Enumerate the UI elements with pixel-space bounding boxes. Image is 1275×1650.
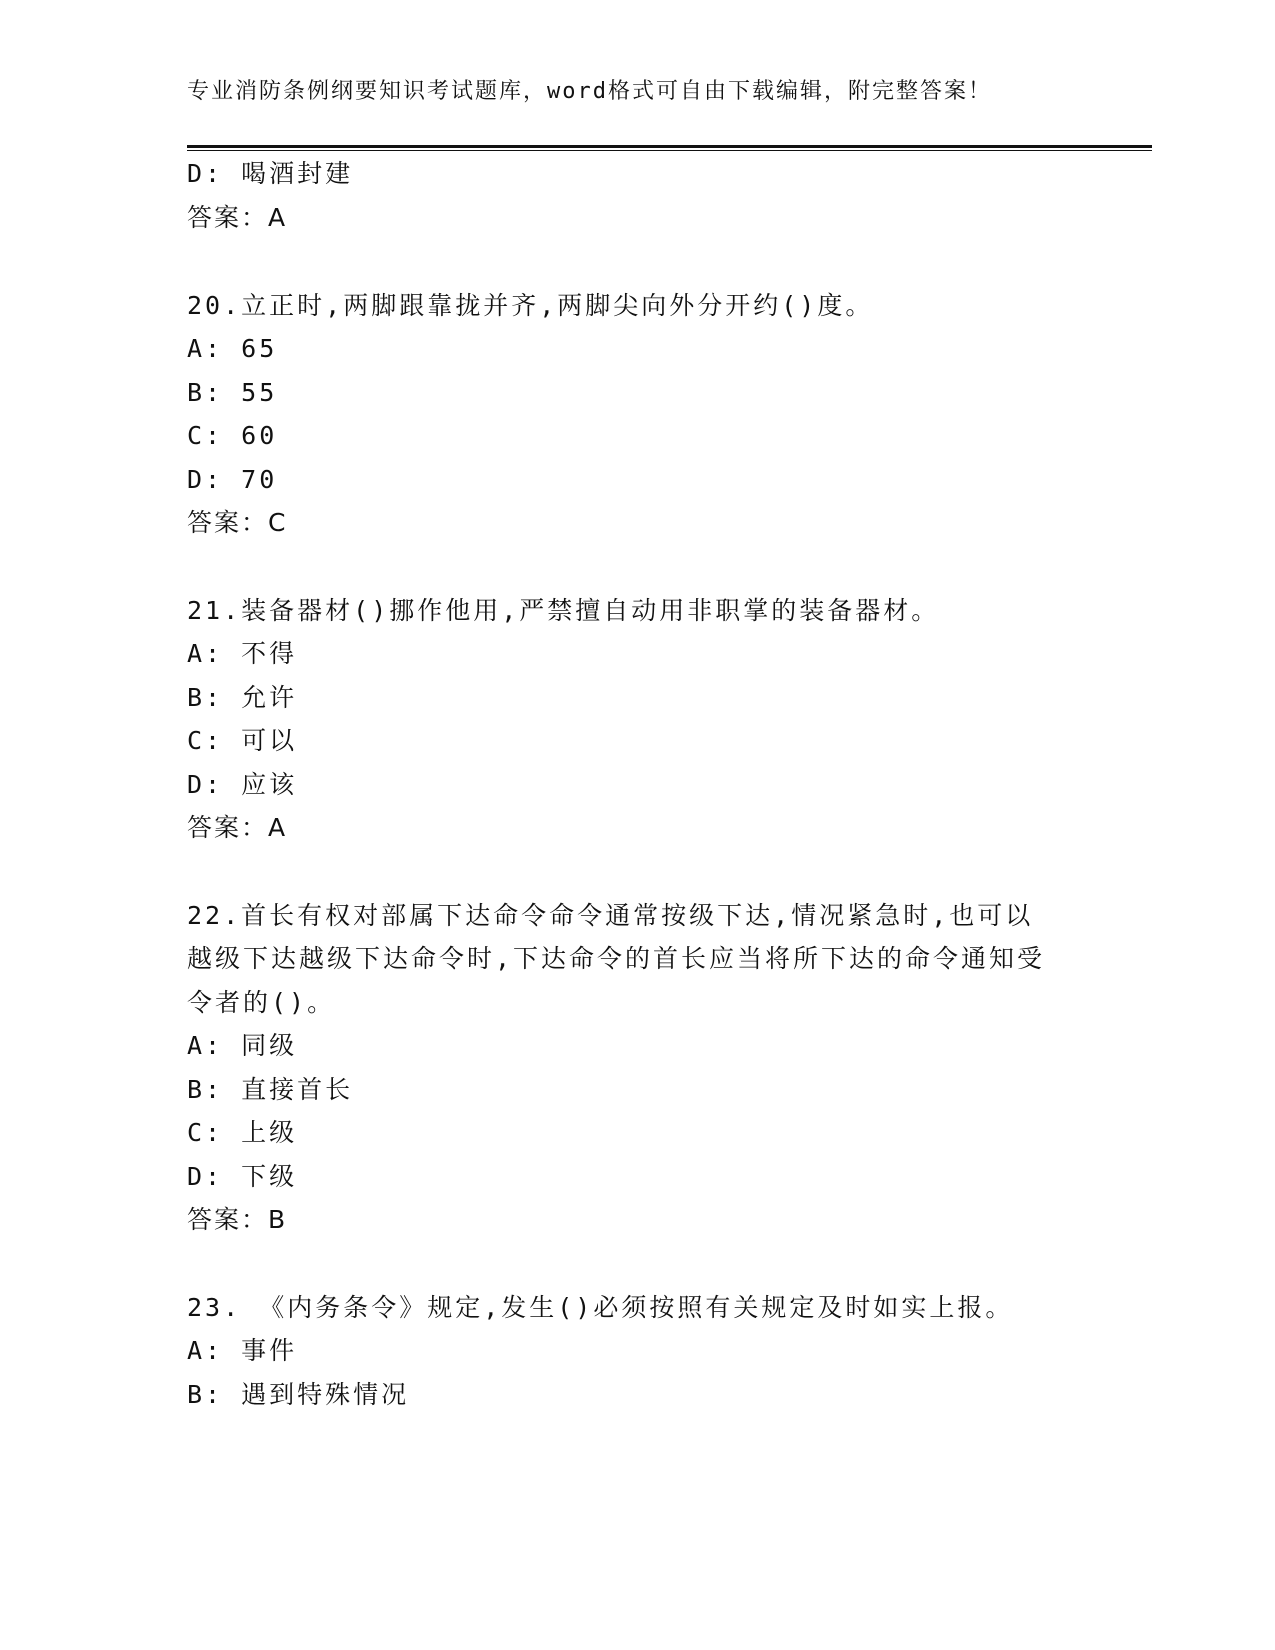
q22-option-a: A: 同级 [187,1031,298,1060]
q21-answer: 答案：A [187,813,288,842]
q23-option-a: A: 事件 [187,1336,298,1365]
q20-option-d: D: 70 [187,465,278,494]
q20-option-a: A: 65 [187,334,278,363]
q22-option-b: B: 直接首长 [187,1075,354,1104]
prev-answer: 答案：A [187,203,288,232]
q21-option-b: B: 允许 [187,683,298,712]
q20-option-b: B: 55 [187,378,278,407]
q22-option-c: C: 上级 [187,1118,298,1147]
q22-answer: 答案：B [187,1205,288,1234]
q22-stem-line-1: 22.首长有权对部属下达命令命令通常按级下达,情况紧急时,也可以 [187,901,1034,930]
q23-option-b: B: 遇到特殊情况 [187,1380,410,1409]
header-divider-thin [187,150,1152,151]
q21-stem: 21.装备器材()挪作他用,严禁擅自动用非职掌的装备器材。 [187,596,940,625]
q20-answer: 答案：C [187,508,288,537]
header-divider-thick [187,145,1152,148]
q23-stem: 23. 《内务条令》规定,发生()必须按照有关规定及时如实上报。 [187,1293,1014,1322]
q21-option-a: A: 不得 [187,639,298,668]
q22-option-d: D: 下级 [187,1162,298,1191]
q22-stem-line-3: 令者的()。 [187,988,336,1017]
q20-option-c: C: 60 [187,421,278,450]
document-header: 专业消防条例纲要知识考试题库，word格式可自由下载编辑，附完整答案！ [187,79,992,104]
q20-stem: 20.立正时,两脚跟靠拢并齐,两脚尖向外分开约()度。 [187,291,874,320]
q21-option-d: D: 应该 [187,770,298,799]
prev-option-d: D: 喝酒封建 [187,159,354,188]
q22-stem-line-2: 越级下达越级下达命令时,下达命令的首长应当将所下达的命令通知受 [187,944,1046,973]
q21-option-c: C: 可以 [187,726,298,755]
